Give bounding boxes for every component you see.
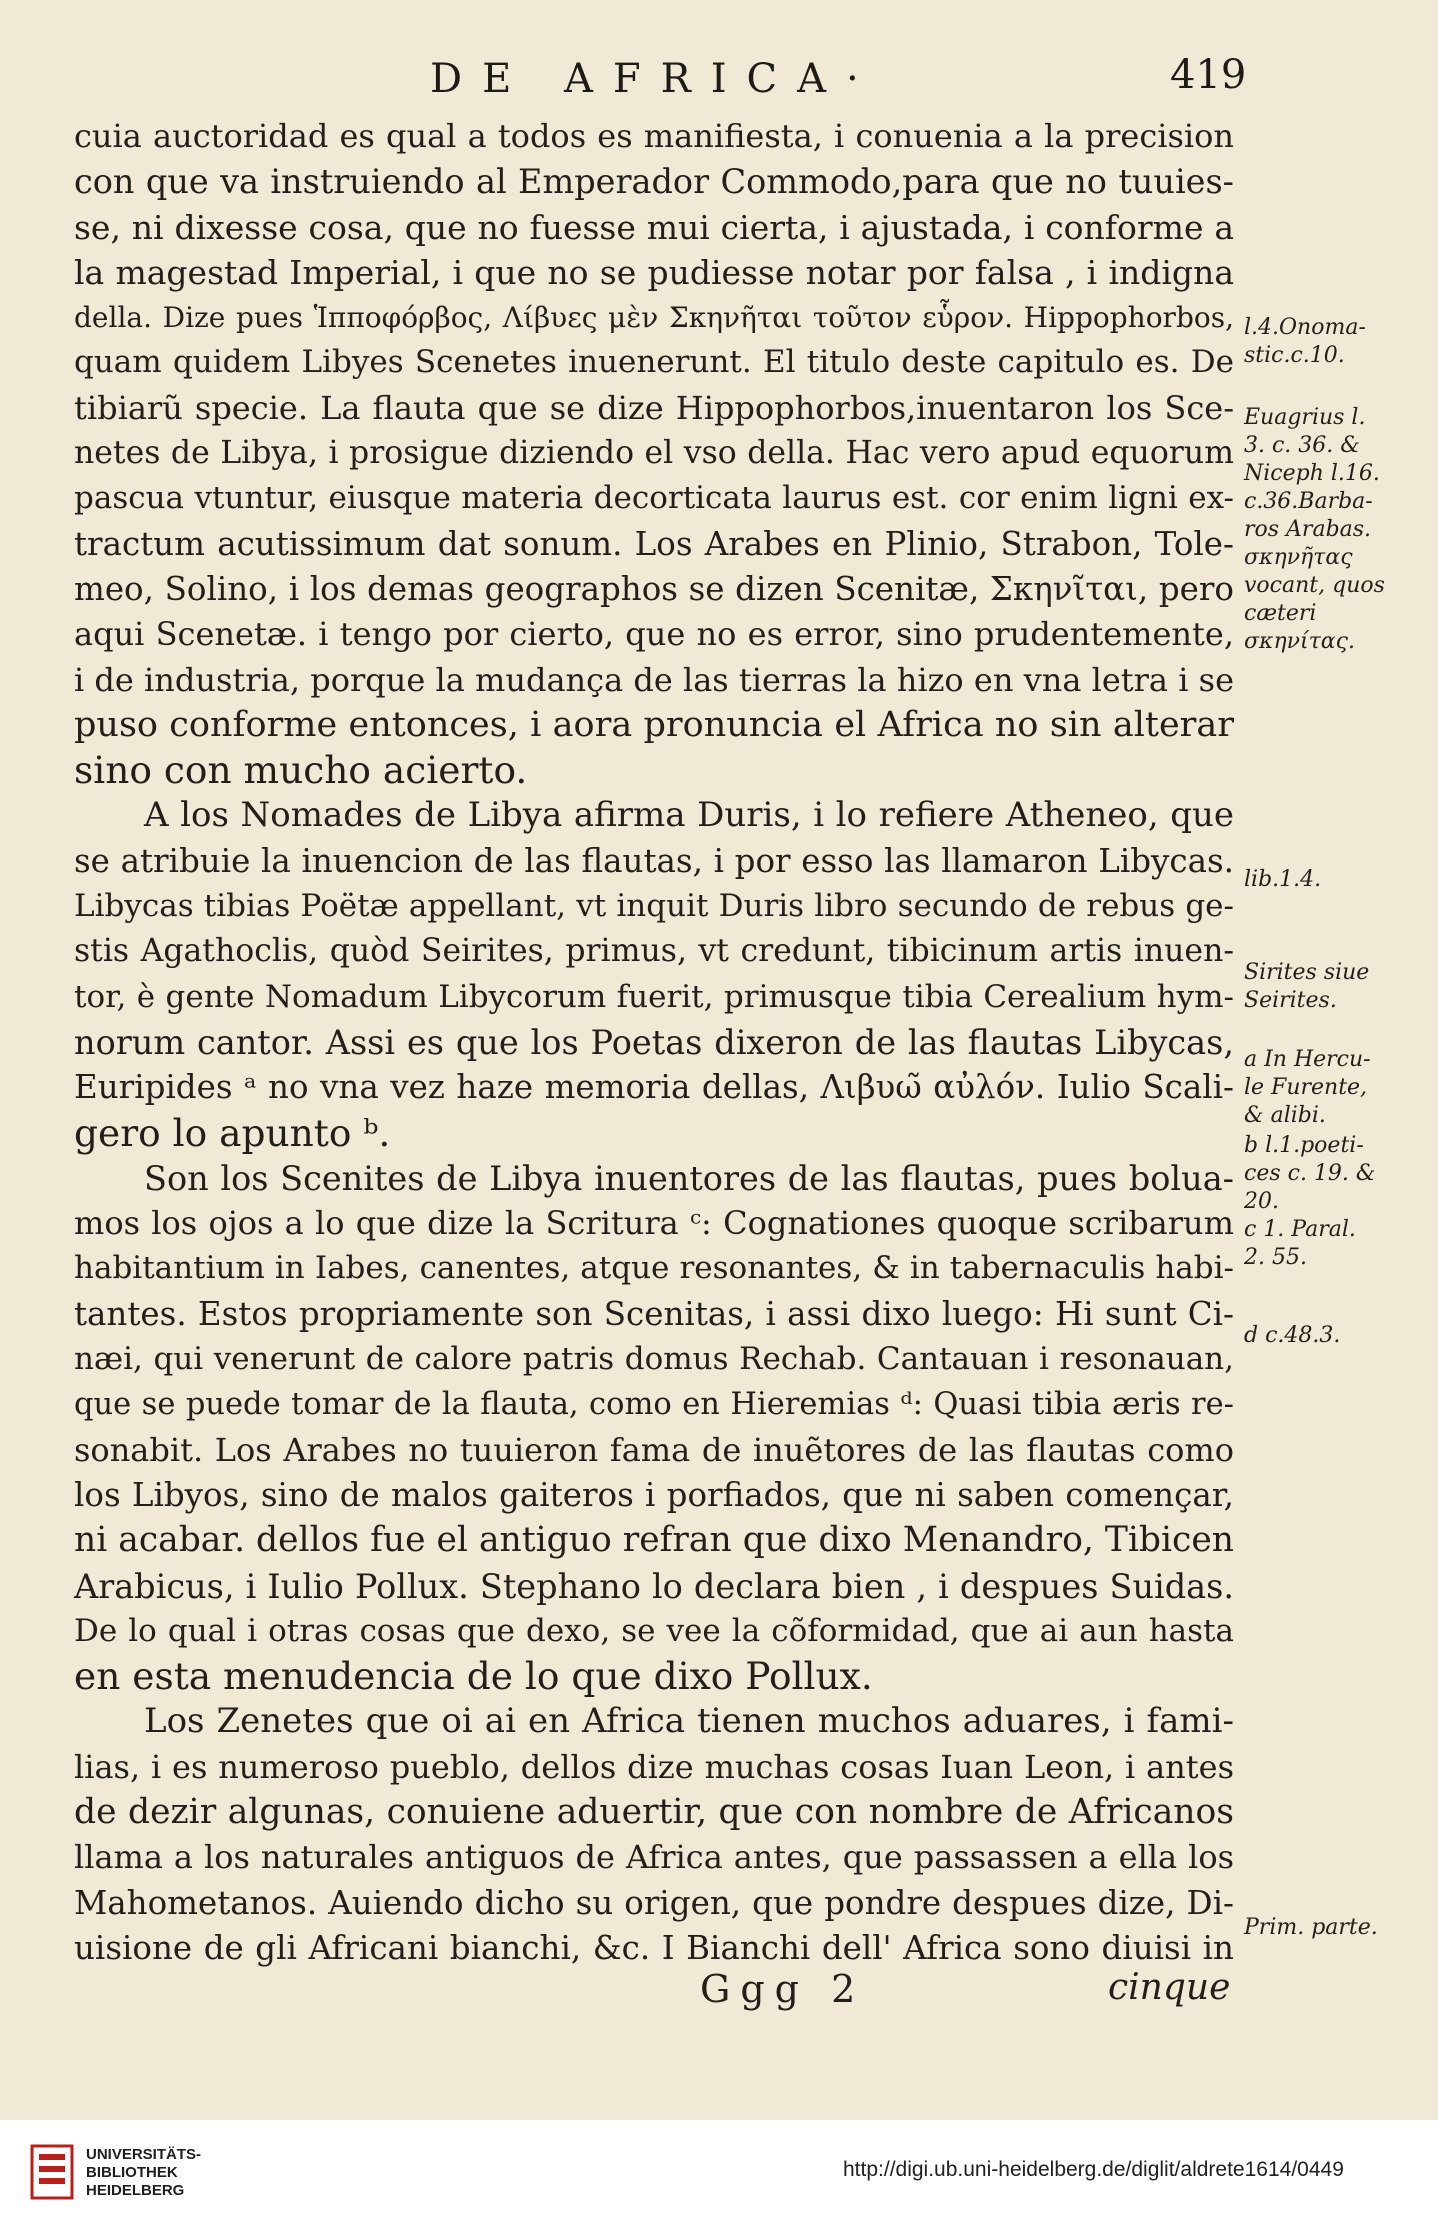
text-line: Euripides ᵃ no vna vez haze memoria dellas, Λιβυω̃ αὐλόν. Iulio Scali- bbox=[74, 1068, 1234, 1107]
library-name-line: HEIDELBERG bbox=[86, 2182, 185, 2199]
text-line: de dezir algunas, conuiene aduertir, que con nombre de Africanos bbox=[74, 1791, 1234, 1832]
margin-note: c 1. Paral. bbox=[1244, 1217, 1356, 1242]
margin-note: Seirites. bbox=[1244, 988, 1337, 1013]
catchword: cinque bbox=[1108, 1967, 1231, 2008]
margin-note: σκηνίτας. bbox=[1244, 629, 1355, 654]
text-line: tibiarũ specie. La flauta que se dize Hippophorbos,inuentaron los Sce- bbox=[74, 388, 1234, 427]
text-line: en esta menudencia de lo que dixo Pollux. bbox=[74, 1654, 873, 1699]
margin-note: Niceph l.16. bbox=[1244, 461, 1380, 486]
margin-note: vocant, quos bbox=[1244, 573, 1385, 598]
text-line: con que va instruiendo al Emperador Commodo,para que no tuuies- bbox=[74, 162, 1234, 202]
library-name-line: BIBLIOTHEK bbox=[86, 2164, 178, 2181]
text-line: netes de Libya, i prosigue diziendo el vso della. Hac vero apud equorum bbox=[74, 435, 1234, 472]
margin-note: Euagrius l. bbox=[1244, 405, 1366, 430]
text-line: Libycas tibias Poëtæ appellant, vt inquit Duris libro secundo de rebus ge- bbox=[74, 888, 1234, 925]
text-line: que se puede tomar de la flauta, como en Hieremias ᵈ: Quasi tibia æris re- bbox=[74, 1387, 1234, 1423]
text-line: se atribuie la inuencion de las flautas, i por esso las llamaron Libycas. bbox=[74, 841, 1234, 880]
margin-note: & alibi. bbox=[1244, 1103, 1326, 1128]
text-line: stis Agathoclis, quòd Seirites, primus, vt credunt, tibicinum artis inuen- bbox=[74, 933, 1234, 970]
text-line: i de industria, porque la mudança de las tierras la hizo en vna letra i se bbox=[74, 660, 1234, 699]
text-line: Mahometanos. Auiendo dicho su origen, que pondre despues dize, Di- bbox=[74, 1883, 1234, 1922]
margin-note: l.4.Onoma- bbox=[1244, 315, 1366, 340]
text-line: cuia auctoridad es qual a todos es manifiesta, i conuenia a la precision bbox=[74, 117, 1234, 155]
margin-note: ros Arabas. bbox=[1244, 517, 1372, 542]
page-header bbox=[0, 52, 1438, 122]
library-logo-icon bbox=[30, 2142, 74, 2202]
text-line: Arabicus, i Iulio Pollux. Stephano lo declara bien , i despues Suidas. bbox=[74, 1566, 1234, 1606]
text-line: tractum acutissimum dat sonum. Los Arabes en Plinio, Strabon, Tole- bbox=[74, 524, 1234, 563]
text-line: habitantium in Iabes, canentes, atque resonantes, & in tabernaculis habi- bbox=[74, 1250, 1234, 1287]
body-text bbox=[74, 114, 1234, 1971]
text-line: llama a los naturales antiguos de Africa antes, que passassen a ella los bbox=[74, 1838, 1234, 1877]
text-line: De lo qual i otras cosas que dexo, se vee la cõformidad, que ai aun hasta bbox=[74, 1612, 1234, 1649]
margin-note: 20. bbox=[1244, 1189, 1279, 1214]
margin-note: lib.1.4. bbox=[1244, 867, 1322, 892]
text-line: la magestad Imperial, i que no se pudiesse notar por falsa , i indigna bbox=[74, 252, 1234, 292]
margin-note: Sirites siue bbox=[1244, 960, 1370, 985]
text-line: pascua vtuntur, eiusque materia decorticata laurus est. cor enim ligni ex- bbox=[74, 480, 1234, 517]
footer-bar bbox=[0, 2120, 1438, 2235]
text-line: sino con mucho acierto. bbox=[74, 748, 528, 793]
text-line: lias, i es numeroso pueblo, dellos dize muchas cosas Iuan Leon, i antes bbox=[74, 1747, 1234, 1786]
text-line: se, ni dixesse cosa, que no fuesse mui cierta, i ajustada, i conforme a bbox=[74, 207, 1234, 247]
running-head: DE AFRICA· bbox=[430, 56, 879, 102]
text-line: gero lo apunto ᵇ. bbox=[74, 1110, 391, 1155]
text-line: næi, qui venerunt de calore patris domus Rechab. Cantauan i resonauan, bbox=[74, 1341, 1234, 1378]
margin-note: c.36.Barba- bbox=[1244, 489, 1373, 514]
margin-note: d c.48.3. bbox=[1244, 1323, 1341, 1348]
signature-mark: Ggg 2 bbox=[700, 1967, 866, 2011]
text-line: mos los ojos a lo que dize la Scritura ᶜ: Cognationes quoque scribarum bbox=[74, 1204, 1234, 1243]
text-line: quam quidem Libyes Scenetes inuenerunt. El titulo deste capitulo es. De bbox=[74, 344, 1234, 381]
text-line: norum cantor. Assi es que los Poetas dixeron de las flautas Libycas, bbox=[74, 1022, 1234, 1062]
text-line: puso conforme entonces, i aora pronuncia el Africa no sin alterar bbox=[74, 704, 1234, 745]
text-line: ni acabar. dellos fue el antiguo refran que dixo Menandro, Tibicen bbox=[74, 1520, 1234, 1561]
margin-note: le Furente, bbox=[1244, 1075, 1368, 1100]
margin-note: Prim. parte. bbox=[1244, 1915, 1378, 1940]
text-line: tor, è gente Nomadum Libycorum fuerit, primusque tibia Cerealium hym- bbox=[74, 978, 1234, 1015]
text-line: sonabit. Los Arabes no tuuieron fama de inuẽtores de las flautas como bbox=[74, 1430, 1234, 1469]
library-name-line: UNIVERSITÄTS- bbox=[86, 2146, 202, 2163]
source-url-link[interactable]: http://digi.ub.uni-heidelberg.de/diglit/aldrete1614/0449 bbox=[843, 2158, 1344, 2181]
margin-note: cæteri bbox=[1244, 601, 1317, 626]
text-line: uisione de gli Africani bianchi, &c. I Bianchi dell' Africa sono diuisi in bbox=[74, 1928, 1234, 1967]
text-line: los Libyos, sino de malos gaiteros i porfiados, que ni saben començar, bbox=[74, 1475, 1234, 1514]
text-line: tantes. Estos propriamente son Scenitas, i assi dixo luego: Hi sunt Ci- bbox=[74, 1294, 1234, 1333]
text-line: meo, Solino, i los demas geographos se dizen Scenitæ, Σκηνῖται, pero bbox=[74, 569, 1234, 608]
page-number: 419 bbox=[1170, 52, 1247, 98]
margin-note: stic.c.10. bbox=[1244, 343, 1345, 368]
text-line: Son los Scenites de Libya inuentores de las flautas, pues bolua- bbox=[144, 1158, 1234, 1198]
library-name bbox=[86, 2146, 201, 2200]
margin-note: a In Hercu- bbox=[1244, 1047, 1371, 1072]
text-line: della. Dize pues Ἱπποφόρβος, Λίβυες μὲν Σκηνῆται τοῦτον εὗρον. Hippophorbos, bbox=[74, 301, 1234, 335]
margin-note: 2. 55. bbox=[1244, 1245, 1307, 1270]
text-line: Los Zenetes que oi ai en Africa tienen muchos aduares, i fami- bbox=[144, 1701, 1234, 1742]
margin-note: σκηνῆτας bbox=[1244, 545, 1353, 570]
margin-note: 3. c. 36. & bbox=[1244, 433, 1360, 458]
text-line: aqui Scenetæ. i tengo por cierto, que no es error, sino prudentemente, bbox=[74, 615, 1234, 654]
text-line: A los Nomades de Libya afirma Duris, i lo refiere Atheneo, que bbox=[144, 795, 1234, 836]
margin-note: ces c. 19. & bbox=[1244, 1161, 1376, 1186]
margin-note: b l.1.poeti- bbox=[1244, 1133, 1364, 1158]
